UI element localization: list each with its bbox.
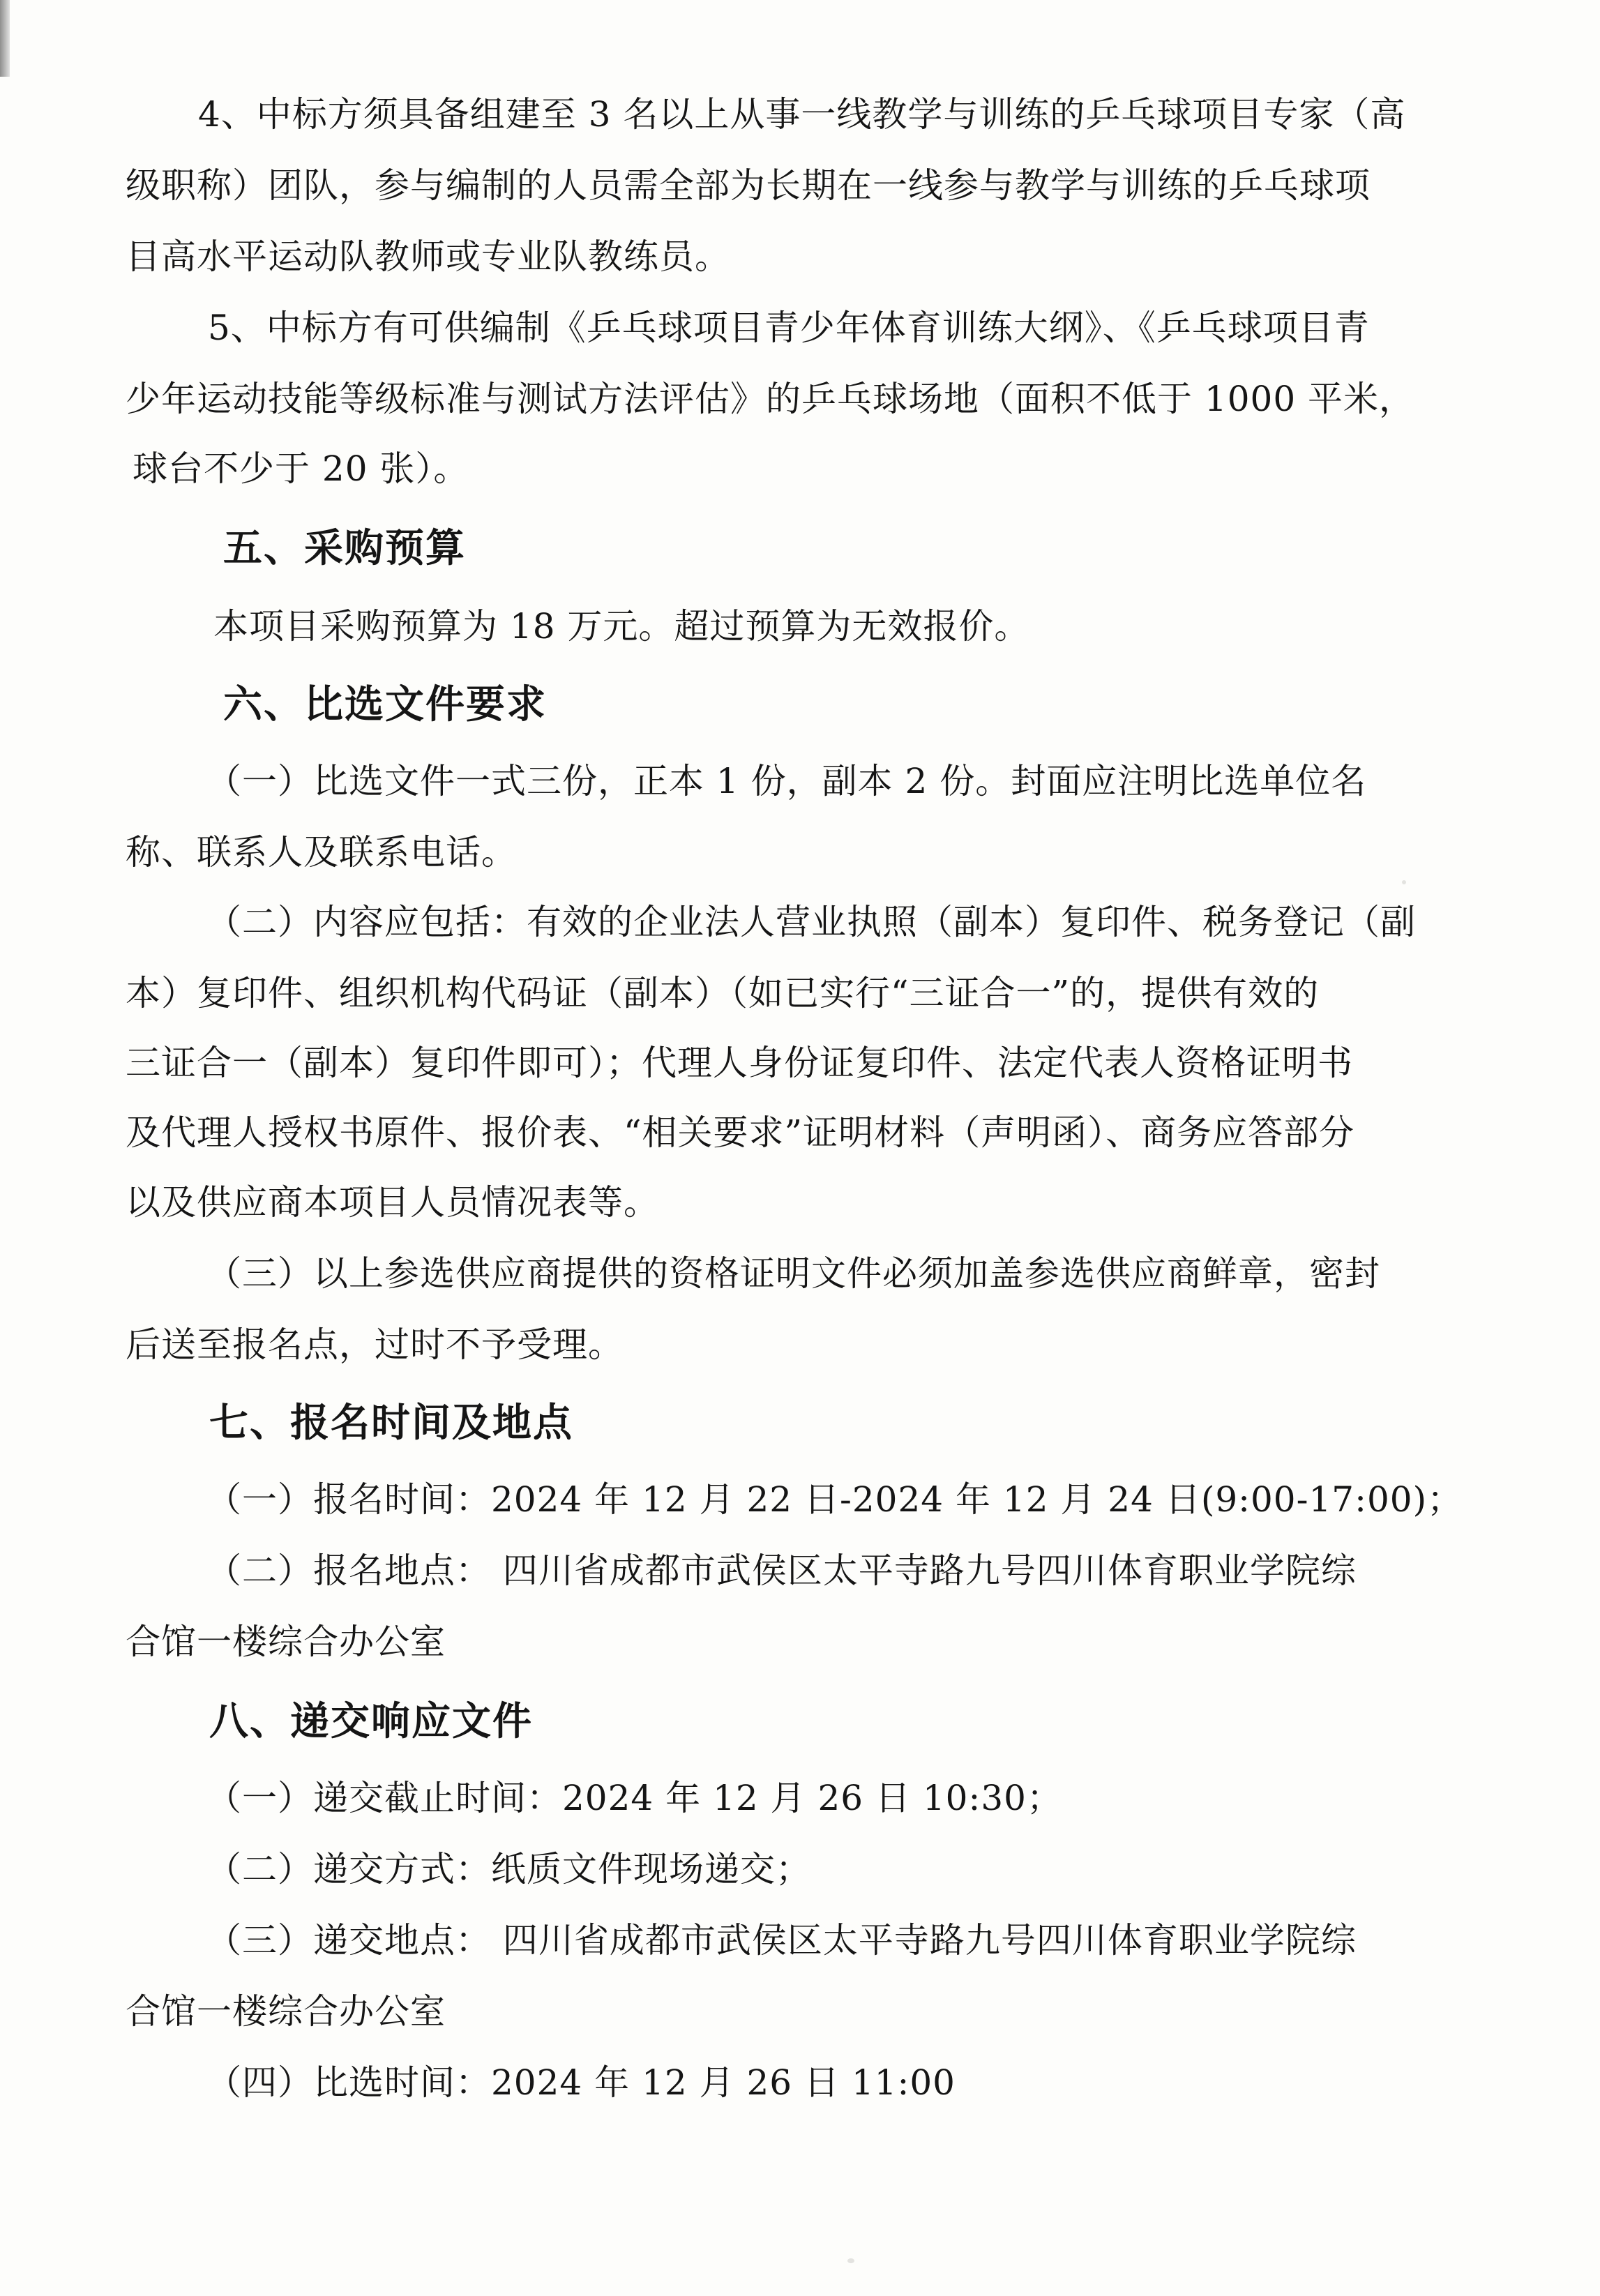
section6-p1-line-2: 称、联系人及联系电话。 <box>126 832 517 873</box>
item5-line-3: 球台不少于 20 张）。 <box>133 448 469 489</box>
submission-place-line-2: 合馆一楼综合办公室 <box>126 1991 446 2032</box>
section-5-heading: 五、采购预算 <box>223 526 466 571</box>
section6-p3-line-1: （三）以上参选供应商提供的资格证明文件必须加盖参选供应商鲜章，密封 <box>206 1253 1380 1294</box>
item4-line-1: 4、中标方须具备组建至 3 名以上从事一线教学与训练的乒乓球项目专家（高 <box>198 94 1406 135</box>
section6-p2-line-1: （二）内容应包括：有效的企业法人营业执照（副本）复印件、税务登记（副 <box>206 902 1416 942</box>
item4-line-3: 目高水平运动队教师或专业队教练员。 <box>126 236 730 277</box>
budget-text: 本项目采购预算为 18 万元。超过预算为无效报价。 <box>213 606 1030 647</box>
item4-line-2: 级职称）团队，参与编制的人员需全部为长期在一线参与教学与训练的乒乓球项 <box>126 165 1371 206</box>
registration-time: （一）报名时间：2024 年 12 月 22 日-2024 年 12 月 24 日(9:00-17:00)； <box>206 1479 1463 1520</box>
selection-time: （四）比选时间：2024 年 12 月 26 日 11:00 <box>206 2062 956 2103</box>
section6-p2-line-2: 本）复印件、组织机构代码证（副本）（如已实行“三证合一”的，提供有效的 <box>126 973 1320 1013</box>
section-8-heading: 八、递交响应文件 <box>209 1699 533 1744</box>
submission-deadline: （一）递交截止时间：2024 年 12 月 26 日 10:30； <box>206 1778 1062 1818</box>
section-7-heading: 七、报名时间及地点 <box>209 1400 573 1446</box>
scan-speck <box>1402 880 1406 884</box>
scan-edge-shadow <box>0 0 10 77</box>
section6-p2-line-4: 及代理人授权书原件、报价表、“相关要求”证明材料（声明函）、商务应答部分 <box>126 1112 1355 1153</box>
submission-place-line-1: （三）递交地点： 四川省成都市武侯区太平寺路九号四川体育职业学院综 <box>206 1920 1357 1961</box>
item5-line-2: 少年运动技能等级标准与测试方法评估》的乒乓球场地（面积不低于 1000 平米， <box>126 379 1415 419</box>
section-6-heading: 六、比选文件要求 <box>223 682 547 727</box>
submission-method: （二）递交方式：纸质文件现场递交； <box>206 1849 811 1889</box>
section6-p2-line-3: 三证合一（副本）复印件即可）；代理人身份证复印件、法定代表人资格证明书 <box>126 1043 1353 1083</box>
section6-p3-line-2: 后送至报名点，过时不予受理。 <box>126 1324 624 1365</box>
registration-place-line-1: （二）报名地点： 四川省成都市武侯区太平寺路九号四川体育职业学院综 <box>206 1550 1357 1591</box>
item5-line-1: 5、中标方有可供编制《乒乓球项目青少年体育训练大纲》、《乒乓球项目青 <box>208 308 1370 348</box>
registration-place-line-2: 合馆一楼综合办公室 <box>126 1622 446 1662</box>
section6-p1-line-1: （一）比选文件一式三份，正本 1 份，副本 2 份。封面应注明比选单位名 <box>206 761 1367 801</box>
scan-speck <box>847 2258 854 2263</box>
section6-p2-line-5: 以及供应商本项目人员情况表等。 <box>126 1182 659 1223</box>
